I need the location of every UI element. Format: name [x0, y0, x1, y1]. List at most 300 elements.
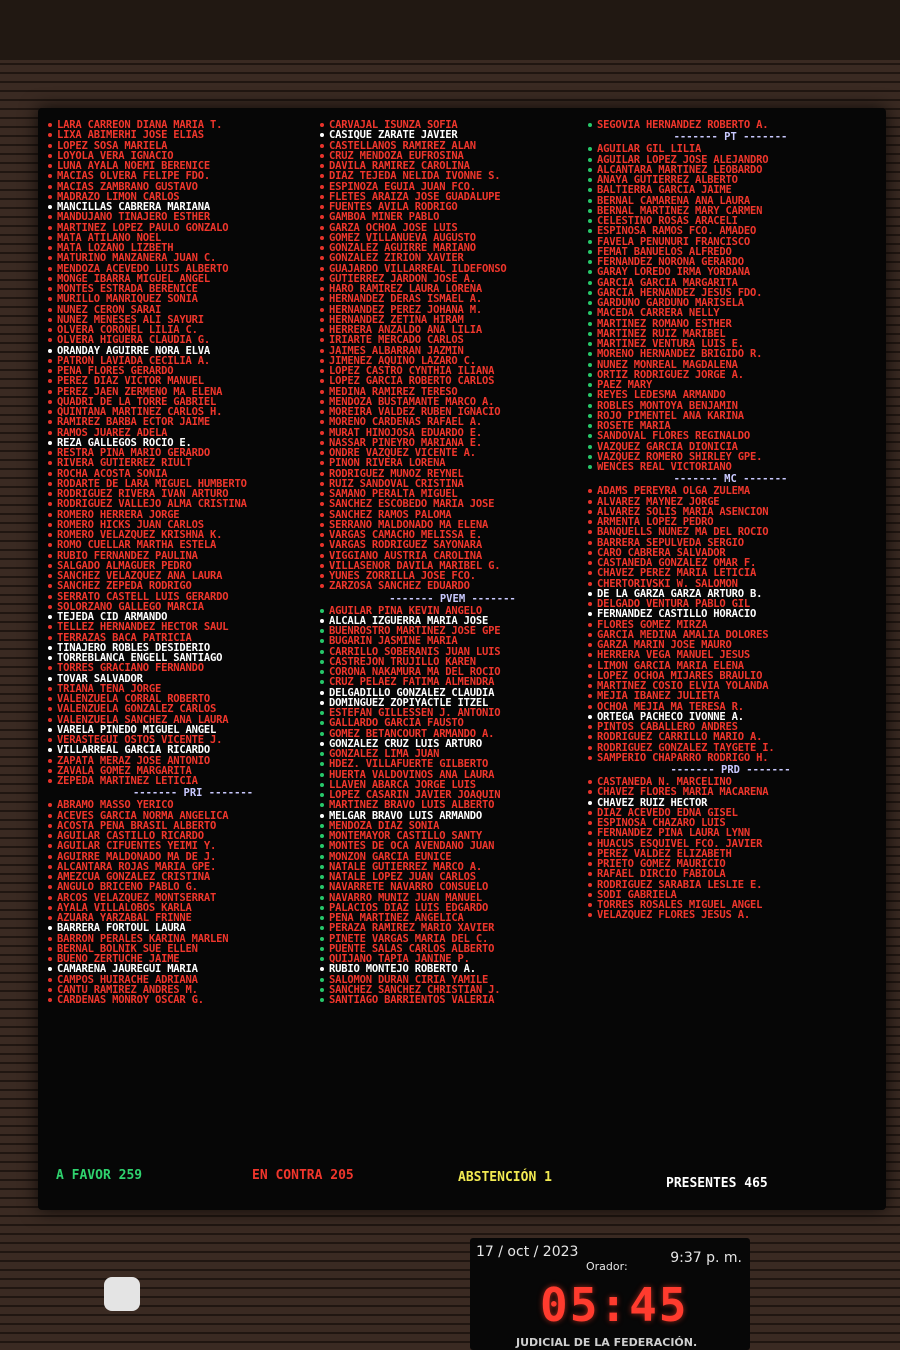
vote-indicator-icon [588, 561, 592, 565]
vote-indicator-icon [320, 390, 324, 394]
legislator-name: FERNÁNDEZ NOROÑA GERARDO [597, 257, 744, 268]
legislator-name: OLVERA HIGUERA CLAUDIA G. [57, 335, 211, 346]
vote-indicator-icon [588, 301, 592, 305]
vote-indicator-icon [48, 144, 52, 148]
legislator-name: SALOMÓN DURÁN CIRIA YAMILE [329, 974, 489, 985]
legislator-name: PUENTE SALAS CARLOS ALBERTO [329, 943, 495, 954]
vote-indicator-icon [320, 773, 324, 777]
vote-indicator-icon [48, 287, 52, 291]
vote-indicator-icon [588, 705, 592, 709]
legislator-row [48, 694, 338, 704]
legislator-row [48, 872, 338, 882]
legislator-row [48, 735, 338, 745]
vote-indicator-icon [320, 564, 324, 568]
total-abstencion: ABSTENCIÓN 1 [458, 1170, 552, 1185]
vote-indicator-icon [588, 510, 592, 514]
legislator-name: VÁZQUEZ GARCÍA DIONICIA [597, 441, 738, 452]
vote-indicator-icon [48, 349, 52, 353]
legislator-row [588, 442, 873, 452]
legislator-name: CHÁVEZ FLORES MARÍA MACARENA [597, 787, 769, 798]
vote-indicator-icon [588, 332, 592, 336]
legislator-row [48, 540, 338, 550]
legislator-row [48, 264, 338, 274]
legislator-row [48, 944, 338, 954]
vote-indicator-icon [320, 844, 324, 848]
legislator-name: MACÍAS OLVERA FELIPE FDO. [57, 171, 211, 182]
legislator-row [588, 411, 873, 421]
vote-indicator-icon [320, 711, 324, 715]
vote-indicator-icon [48, 769, 52, 773]
total-favor: A FAVOR 259 [56, 1168, 143, 1183]
legislator-name: ROMO CUELLAR MARTHA ESTELA [57, 540, 217, 551]
legislator-row [48, 622, 338, 632]
vote-indicator-icon [320, 420, 324, 424]
legislator-name: ALCALÁ IZGUERRA MARÍA JOSÉ [329, 615, 489, 626]
legislator-row [48, 852, 338, 862]
legislator-row [320, 325, 585, 335]
legislator-row [320, 202, 585, 212]
vote-indicator-icon [588, 455, 592, 459]
vote-indicator-icon [320, 998, 324, 1002]
legislator-name: BERNAL CAMARENA ANA LAURA [597, 195, 751, 206]
legislator-name: ANGULO BRICEÑO PABLO G. [57, 882, 198, 893]
legislator-row [588, 732, 873, 742]
legislator-row [588, 278, 873, 288]
vote-indicator-icon [588, 270, 592, 274]
vote-indicator-icon [48, 420, 52, 424]
legislator-name: ZEPEDA MARTÍNEZ LETICIA [57, 776, 198, 787]
legislator-name: MONZÓN GARCÍA EUNICE [329, 851, 452, 862]
legislator-row [588, 818, 873, 828]
vote-indicator-icon [320, 803, 324, 807]
legislator-row [320, 253, 585, 263]
legislator-row [320, 975, 585, 985]
legislator-name: CANTÚ RAMÍREZ ANDRÉS M. [57, 984, 198, 995]
vote-indicator-icon [48, 978, 52, 982]
legislator-name: GARAY LOREDO IRMA YORDANA [597, 267, 751, 278]
vote-indicator-icon [48, 697, 52, 701]
total-presentes: PRESENTES 465 [666, 1176, 768, 1191]
vote-indicator-icon [48, 154, 52, 158]
legislator-name: PEÑA MARTÍNEZ ANGÉLICA [329, 913, 464, 924]
vote-indicator-icon [48, 759, 52, 763]
legislator-name: VARELA PINEDO MIGUEL ÁNGEL [57, 724, 217, 735]
legislator-row [320, 944, 585, 954]
vote-indicator-icon [588, 147, 592, 151]
vote-indicator-icon [588, 414, 592, 418]
legislator-name: JIMÉNEZ AQUINO LÁZARO C. [329, 355, 476, 366]
vote-indicator-icon [588, 393, 592, 397]
legislator-row [588, 712, 873, 722]
legislator-name: TORRES GRACIANO FERNANDO [57, 663, 204, 674]
legislator-name: SAMPERIO CHAPARRO RODRIGO H. [597, 752, 769, 763]
legislator-row [48, 202, 338, 212]
legislator-row [320, 151, 585, 161]
legislator-row [48, 612, 338, 622]
legislator-row [588, 910, 873, 920]
legislator-row [320, 571, 585, 581]
legislator-row [320, 192, 585, 202]
legislator-name: MONTES DE OCA AVENDAÑO JUAN [329, 841, 495, 852]
legislator-name: HERRERA ANZALDO ANA LILIA [329, 325, 483, 336]
legislator-name: BERNAL BOLNIK SUE ELLEN [57, 943, 198, 954]
legislator-row [588, 462, 873, 472]
vote-indicator-icon [588, 541, 592, 545]
vote-indicator-icon [320, 660, 324, 664]
vote-indicator-icon [48, 916, 52, 920]
legislator-name: MENDOZA BUSTAMANTE MARCO A. [329, 396, 495, 407]
vote-indicator-icon [320, 338, 324, 342]
legislator-name: LÓPEZ CASTRO CYNTHIA ILIANA [329, 366, 495, 377]
legislator-row [588, 329, 873, 339]
legislator-row [320, 376, 585, 386]
legislator-row [48, 715, 338, 725]
legislator-row [320, 407, 585, 417]
legislator-name: MATA ATILANO NOEL [57, 232, 162, 243]
legislator-name: MENDOZA ACEVEDO LUIS ALBERTO [57, 263, 229, 274]
legislator-name: SANTIAGO BARRIENTOS VALERIA [329, 995, 495, 1006]
vote-indicator-icon [588, 582, 592, 586]
legislator-row [48, 975, 338, 985]
vote-indicator-icon [588, 842, 592, 846]
legislator-name: GUAJARDO VILLARREAL ILDEFONSO [329, 263, 507, 274]
vote-indicator-icon [320, 619, 324, 623]
speaker-clock [470, 1238, 750, 1350]
legislator-row [48, 294, 338, 304]
vote-indicator-icon [320, 226, 324, 230]
ceiling [0, 0, 900, 60]
legislator-row [320, 223, 585, 233]
vote-indicator-icon [588, 592, 592, 596]
legislator-row [48, 725, 338, 735]
vote-indicator-icon [48, 379, 52, 383]
vote-indicator-icon [588, 352, 592, 356]
legislator-row [320, 841, 585, 851]
board-column-1 [48, 120, 338, 1005]
legislator-name: ROMERO VELÁZQUEZ KRISHNA K. [57, 530, 223, 541]
vote-indicator-icon [48, 297, 52, 301]
vote-indicator-icon [320, 855, 324, 859]
legislator-name: ORTEGA PACHECO IVONNE A. [597, 711, 744, 722]
legislator-row [320, 212, 585, 222]
legislator-row [48, 366, 338, 376]
legislator-row [588, 722, 873, 732]
vote-indicator-icon [320, 123, 324, 127]
legislator-row [320, 499, 585, 509]
legislator-row [320, 759, 585, 769]
legislator-row [588, 849, 873, 859]
vote-indicator-icon [320, 732, 324, 736]
legislator-row [588, 390, 873, 400]
legislator-name: MARTÍNEZ RUIZ MARIBEL [597, 328, 726, 339]
vote-indicator-icon [48, 937, 52, 941]
vote-indicator-icon [320, 379, 324, 383]
legislator-row [588, 808, 873, 818]
legislator-name: CRUZ MENDOZA EUFROSINA [329, 150, 464, 161]
vote-indicator-icon [48, 133, 52, 137]
legislator-name: FLORES GÓMEZ MIRZA [597, 619, 708, 630]
vote-indicator-icon [48, 523, 52, 527]
legislator-row [320, 581, 585, 591]
legislator-name: CHÁVEZ RUIZ HÉCTOR [597, 797, 708, 808]
vote-indicator-icon [320, 680, 324, 684]
legislator-row [48, 182, 338, 192]
vote-indicator-icon [48, 195, 52, 199]
legislator-name: PÁEZ MARY [597, 380, 653, 391]
legislator-name: DÁVILA RAMÍREZ CAROLINA [329, 161, 470, 172]
legislator-name: HARO RAMÍREZ LAURA LORENA [329, 284, 483, 295]
legislator-row [320, 821, 585, 831]
vote-indicator-icon [48, 595, 52, 599]
legislator-name: YUNES ZORRILLA JOSÉ FCO. [329, 571, 476, 582]
legislator-name: AGUIRRE MALDONADO MA DE J. [57, 851, 217, 862]
vote-indicator-icon [588, 281, 592, 285]
legislator-name: MANDUJANO TINAJERO ESTHER [57, 212, 211, 223]
legislator-name: ESPINOZA EGUIA JUAN FCO. [329, 181, 476, 192]
legislator-name: LOYOLA VERA IGNACIO [57, 150, 174, 161]
legislator-name: LÓPEZ CASARÍN JAVIER JOAQUÍN [329, 790, 501, 801]
legislator-name: PÉREZ VALDEZ ELIZABETH [597, 848, 732, 859]
vote-indicator-icon [588, 602, 592, 606]
legislator-row [48, 913, 338, 923]
vote-indicator-icon [48, 885, 52, 889]
vote-indicator-icon [588, 240, 592, 244]
legislator-name: FAVELA PEÑUÑURI FRANCISCO [597, 236, 751, 247]
vote-indicator-icon [588, 373, 592, 377]
vote-indicator-icon [48, 410, 52, 414]
legislator-row [48, 130, 338, 140]
legislator-row [588, 548, 873, 558]
vote-indicator-icon [320, 513, 324, 517]
legislator-row [48, 428, 338, 438]
legislator-row [588, 702, 873, 712]
legislator-name: ROCHA ACOSTA SONIA [57, 468, 168, 479]
vote-indicator-icon [48, 564, 52, 568]
legislator-row [48, 964, 338, 974]
legislator-name: SÁNCHEZ SÁNCHEZ CHRISTIAN J. [329, 984, 501, 995]
legislator-name: NÚÑEZ CERÓN SARAÍ [57, 304, 162, 315]
legislator-row [320, 489, 585, 499]
legislator-name: VIGGIANO AUSTRIA CAROLINA [329, 550, 483, 561]
vote-indicator-icon [48, 513, 52, 517]
legislator-row [320, 120, 585, 130]
legislator-name: VERÁSTEGUI OSTOS VICENTE J. [57, 735, 223, 746]
legislator-name: VILLARREAL GARCÍA RICARDO [57, 745, 211, 756]
legislator-name: RODRÍGUEZ CARRILLO MARIO A. [597, 732, 763, 743]
vote-indicator-icon [320, 701, 324, 705]
legislator-name: ACEVES GARCÍA NORMA ANGÉLICA [57, 810, 229, 821]
vote-indicator-icon [588, 158, 592, 162]
vote-indicator-icon [320, 629, 324, 633]
legislator-row [48, 151, 338, 161]
legislator-name: RODARTE DE LARA MIGUEL HUMBERTO [57, 478, 247, 489]
legislator-name: QUIJANO TAPIA JANINE P. [329, 954, 470, 965]
legislator-name: TOVAR SALVADOR [57, 673, 143, 684]
legislator-name: BARRERA SEPÚLVEDA SERGIO [597, 537, 744, 548]
legislator-name: SERRATO CASTELL LUIS GERARDO [57, 591, 229, 602]
legislator-name: LUNA AYALA NOEMÍ BERENICE [57, 161, 211, 172]
legislator-row [320, 688, 585, 698]
vote-indicator-icon [48, 584, 52, 588]
vote-indicator-icon [588, 780, 592, 784]
vote-indicator-icon [320, 277, 324, 281]
legislator-name: CORONA NAKAMURA MA DEL ROCÍO [329, 667, 501, 678]
vote-indicator-icon [588, 260, 592, 264]
legislator-name: CRUZ PELÁEZ FÁTIMA ALMENDRA [329, 677, 495, 688]
legislator-row [320, 729, 585, 739]
legislator-row [320, 667, 585, 677]
legislator-row [588, 360, 873, 370]
total-contra: EN CONTRA 205 [252, 1168, 354, 1183]
legislator-row [320, 294, 585, 304]
vote-indicator-icon [588, 612, 592, 616]
vote-indicator-icon [588, 811, 592, 815]
legislator-row [588, 165, 873, 175]
legislator-row [588, 486, 873, 496]
legislator-row [588, 777, 873, 787]
legislator-name: RUBIO FERNÁNDEZ PAULINA [57, 550, 198, 561]
vote-totals [38, 1168, 886, 1198]
legislator-name: HERRERA VEGA MANUEL JESÚS [597, 650, 751, 661]
legislator-row [588, 650, 873, 660]
vote-indicator-icon [588, 790, 592, 794]
vote-indicator-icon [588, 291, 592, 295]
legislator-name: OLVERA CORONEL LILIA C. [57, 325, 198, 336]
legislator-row [48, 479, 338, 489]
legislator-row [588, 401, 873, 411]
vote-indicator-icon [588, 831, 592, 835]
legislator-row [588, 517, 873, 527]
vote-indicator-icon [588, 250, 592, 254]
legislator-name: MARTÍNEZ LÓPEZ PAULO GONZALO [57, 222, 229, 233]
legislator-name: BANQUELLS NÚÑEZ MA DEL ROCÍO [597, 527, 769, 538]
legislator-name: MORENO CÁRDENAS RAFAEL A. [329, 417, 483, 428]
vote-indicator-icon [320, 793, 324, 797]
board-column-2 [320, 120, 585, 1005]
legislator-name: CASIQUE ZÁRATE JAVIER [329, 130, 458, 141]
vote-indicator-icon [588, 674, 592, 678]
legislator-name: RODRÍGUEZ SARABIA LESLIE E. [597, 879, 763, 890]
legislator-name: AYALA VILLALOBOS KARLA [57, 902, 192, 913]
legislator-row [48, 776, 338, 786]
vote-indicator-icon [320, 236, 324, 240]
vote-indicator-icon [320, 154, 324, 158]
vote-indicator-icon [588, 821, 592, 825]
legislator-name: SÁNCHEZ ESCOBEDO MARÍA JOSÉ [329, 499, 495, 510]
legislator-row [588, 196, 873, 206]
legislator-row [320, 510, 585, 520]
legislator-name: TORREBLANCA ENGELL SANTIAGO [57, 653, 223, 664]
vote-indicator-icon [320, 308, 324, 312]
vote-indicator-icon [320, 742, 324, 746]
legislator-row [320, 913, 585, 923]
legislator-name: BERNAL MARTÍNEZ MARY CARMEN [597, 205, 763, 216]
legislator-name: CAMPOS HUIRACHE ADRIANA [57, 974, 198, 985]
legislator-name: MACEDA CARRERA NELLY [597, 308, 720, 319]
vote-indicator-icon [320, 256, 324, 260]
legislator-row [48, 893, 338, 903]
legislator-row [588, 589, 873, 599]
legislator-name: VALENZUELA SÁNCHEZ ANA LAURA [57, 714, 229, 725]
legislator-row [320, 872, 585, 882]
legislator-name: MARTÍNEZ ROMANO ESTHER [597, 318, 732, 329]
legislator-row [48, 530, 338, 540]
legislator-row [320, 923, 585, 933]
legislator-name: QUADRI DE LA TORRE GABRIEL [57, 396, 217, 407]
legislator-name: ACOSTA PEÑA BRASIL ALBERTO [57, 820, 217, 831]
legislator-name: MORENO HERNÁNDEZ BRIGIDO R. [597, 349, 763, 360]
vote-indicator-icon [48, 947, 52, 951]
legislator-row [48, 253, 338, 263]
legislator-name: TORRES ROSALES MIGUEL ÁNGEL [597, 900, 763, 911]
legislator-name: QUINTANA MARTÍNEZ CARLOS H. [57, 407, 223, 418]
vote-indicator-icon [48, 236, 52, 240]
legislator-row [320, 130, 585, 140]
legislator-row [320, 708, 585, 718]
vote-indicator-icon [320, 752, 324, 756]
legislator-name: MOREIRA VALDEZ RUBÉN IGNACIO [329, 407, 501, 418]
legislator-row [48, 161, 338, 171]
vote-indicator-icon [588, 322, 592, 326]
vote-indicator-icon [588, 383, 592, 387]
legislator-row [588, 339, 873, 349]
legislator-name: GUTIÉRREZ JARDÓN JOSÉ A. [329, 273, 476, 284]
legislator-name: CÁRDENAS MONROY OSCAR G. [57, 995, 204, 1006]
legislator-name: PÉREZ JAÉN ZERMEÑO MA ELENA [57, 386, 223, 397]
legislator-row [320, 479, 585, 489]
legislator-row [588, 681, 873, 691]
legislator-row [588, 558, 873, 568]
legislator-row [588, 288, 873, 298]
legislator-name: CASTAÑEDA N. MARCELINO [597, 777, 732, 788]
legislator-name: NAVARRETE NAVARRO CONSUELO [329, 882, 489, 893]
legislator-name: RAMOS JUÁREZ ADELA [57, 427, 168, 438]
legislator-row [48, 315, 338, 325]
legislator-name: NATALE LÓPEZ JUAN CARLOS [329, 872, 476, 883]
vote-indicator-icon [320, 691, 324, 695]
vote-indicator-icon [320, 461, 324, 465]
legislator-row [588, 753, 873, 763]
legislator-name: SÁNCHEZ ZEPEDA RODRIGO [57, 581, 192, 592]
legislator-name: ARMENTA LÓPEZ PEDRO [597, 517, 714, 528]
vote-indicator-icon [588, 571, 592, 575]
legislator-name: RAFAEL DIRCIO FABIOLA [597, 869, 726, 880]
legislator-row [48, 458, 338, 468]
legislator-name: MARTÍNEZ VENTURA LUIS E. [597, 339, 744, 350]
legislator-name: GONZÁLEZ ZIRIÓN XAVIER [329, 253, 464, 264]
vote-indicator-icon [48, 123, 52, 127]
legislator-name: GARCÍA GARCÍA MARGARITA [597, 277, 738, 288]
vote-indicator-icon [320, 824, 324, 828]
legislator-row [48, 397, 338, 407]
vote-indicator-icon [48, 875, 52, 879]
vote-indicator-icon [48, 246, 52, 250]
legislator-row [48, 745, 338, 755]
legislator-row [588, 226, 873, 236]
legislator-row [588, 247, 873, 257]
legislator-row [48, 663, 338, 673]
legislator-row [320, 243, 585, 253]
vote-indicator-icon [320, 834, 324, 838]
legislator-row [48, 756, 338, 766]
legislator-row [48, 551, 338, 561]
legislator-row [588, 144, 873, 154]
vote-indicator-icon [48, 164, 52, 168]
legislator-name: VÁZQUEZ ROMERO SHIRLEY GPE. [597, 451, 763, 462]
legislator-row [320, 356, 585, 366]
legislator-name: ROJO PIMENTEL ANA KARINA [597, 410, 744, 421]
legislator-row [320, 448, 585, 458]
